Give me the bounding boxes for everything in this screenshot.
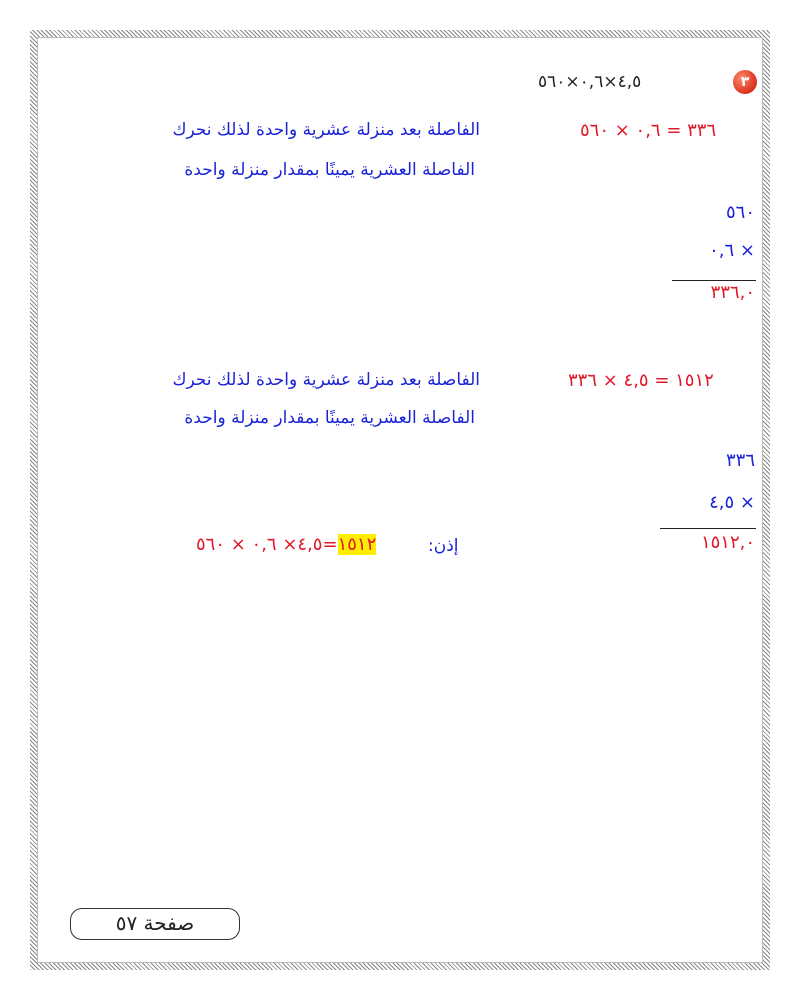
step1-multiplicand: ٥٦٠ bbox=[725, 202, 755, 223]
step1-note-line1: الفاصلة بعد منزلة عشرية واحدة لذلك نحرك bbox=[172, 120, 480, 140]
step2-rule bbox=[660, 528, 756, 529]
step2-equation: ١٥١٢ = ٤,٥ × ٣٣٦ bbox=[568, 370, 714, 391]
conclusion-line bbox=[196, 534, 376, 555]
step2-result: ١٥١٢,٠ bbox=[700, 532, 755, 553]
exercise-number-badge: ٣ bbox=[733, 70, 757, 94]
step1-equation: ٣٣٦ = ٠,٦ × ٥٦٠ bbox=[580, 120, 717, 141]
conclusion-expression: =٤,٥× ٠,٦ × ٥٦٠ bbox=[196, 534, 338, 555]
conclusion-label: إذن: bbox=[428, 536, 459, 556]
step2-multiplicand: ٣٣٦ bbox=[725, 450, 755, 471]
step1-note-line2: الفاصلة العشرية يمينًا بمقدار منزلة واحدة bbox=[184, 160, 475, 180]
step1-multiplier: ٠,٦ × bbox=[709, 240, 755, 261]
step2-note-line1: الفاصلة بعد منزلة عشرية واحدة لذلك نحرك bbox=[172, 370, 480, 390]
problem-expression: ٤,٥×٠,٦×٥٦٠ bbox=[538, 72, 642, 92]
page-number-label: صفحة ٥٧ bbox=[70, 908, 240, 940]
step1-result: ٣٣٦,٠ bbox=[710, 282, 755, 303]
step1-rule bbox=[672, 280, 756, 281]
step2-multiplier: ٤,٥ × bbox=[709, 492, 755, 513]
step2-note-line2: الفاصلة العشرية يمينًا بمقدار منزلة واحدة bbox=[184, 408, 475, 428]
final-answer-highlight: ١٥١٢ bbox=[337, 534, 377, 555]
